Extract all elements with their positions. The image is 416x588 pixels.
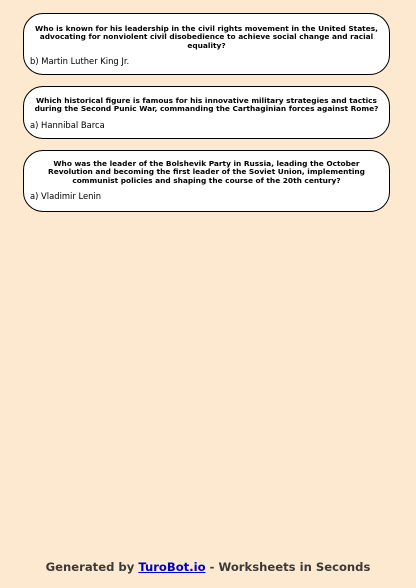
answer-text: a) Hannibal Barca bbox=[30, 119, 105, 130]
question-card bbox=[23, 13, 390, 75]
question-text: Who was the leader of the Bolshevik Party in Russia, leading the October Revolution and becoming the first leader of the Soviet Union, implementing communist policies and shaping the course of the 20th century? bbox=[48, 159, 365, 185]
footer-prefix: Generated by bbox=[45, 560, 139, 574]
footer bbox=[0, 559, 416, 575]
question-card bbox=[23, 150, 390, 212]
answer-text: b) Martin Luther King Jr. bbox=[30, 56, 130, 67]
answer-text: a) Vladimir Lenin bbox=[30, 191, 102, 202]
question-text: Which historical figure is famous for his innovative military strategies and tactics during the Second Punic War, commanding the Carthaginian forces against Rome? bbox=[34, 96, 379, 114]
turobot-link[interactable]: TuroBot.io bbox=[138, 560, 206, 574]
footer-suffix: - Worksheets in Seconds bbox=[205, 560, 371, 574]
question-card bbox=[23, 86, 390, 139]
question-text: Who is known for his leadership in the civil rights movement in the United States, advocating for nonviolent civil disobedience to achieve social change and racial equality? bbox=[35, 24, 378, 50]
